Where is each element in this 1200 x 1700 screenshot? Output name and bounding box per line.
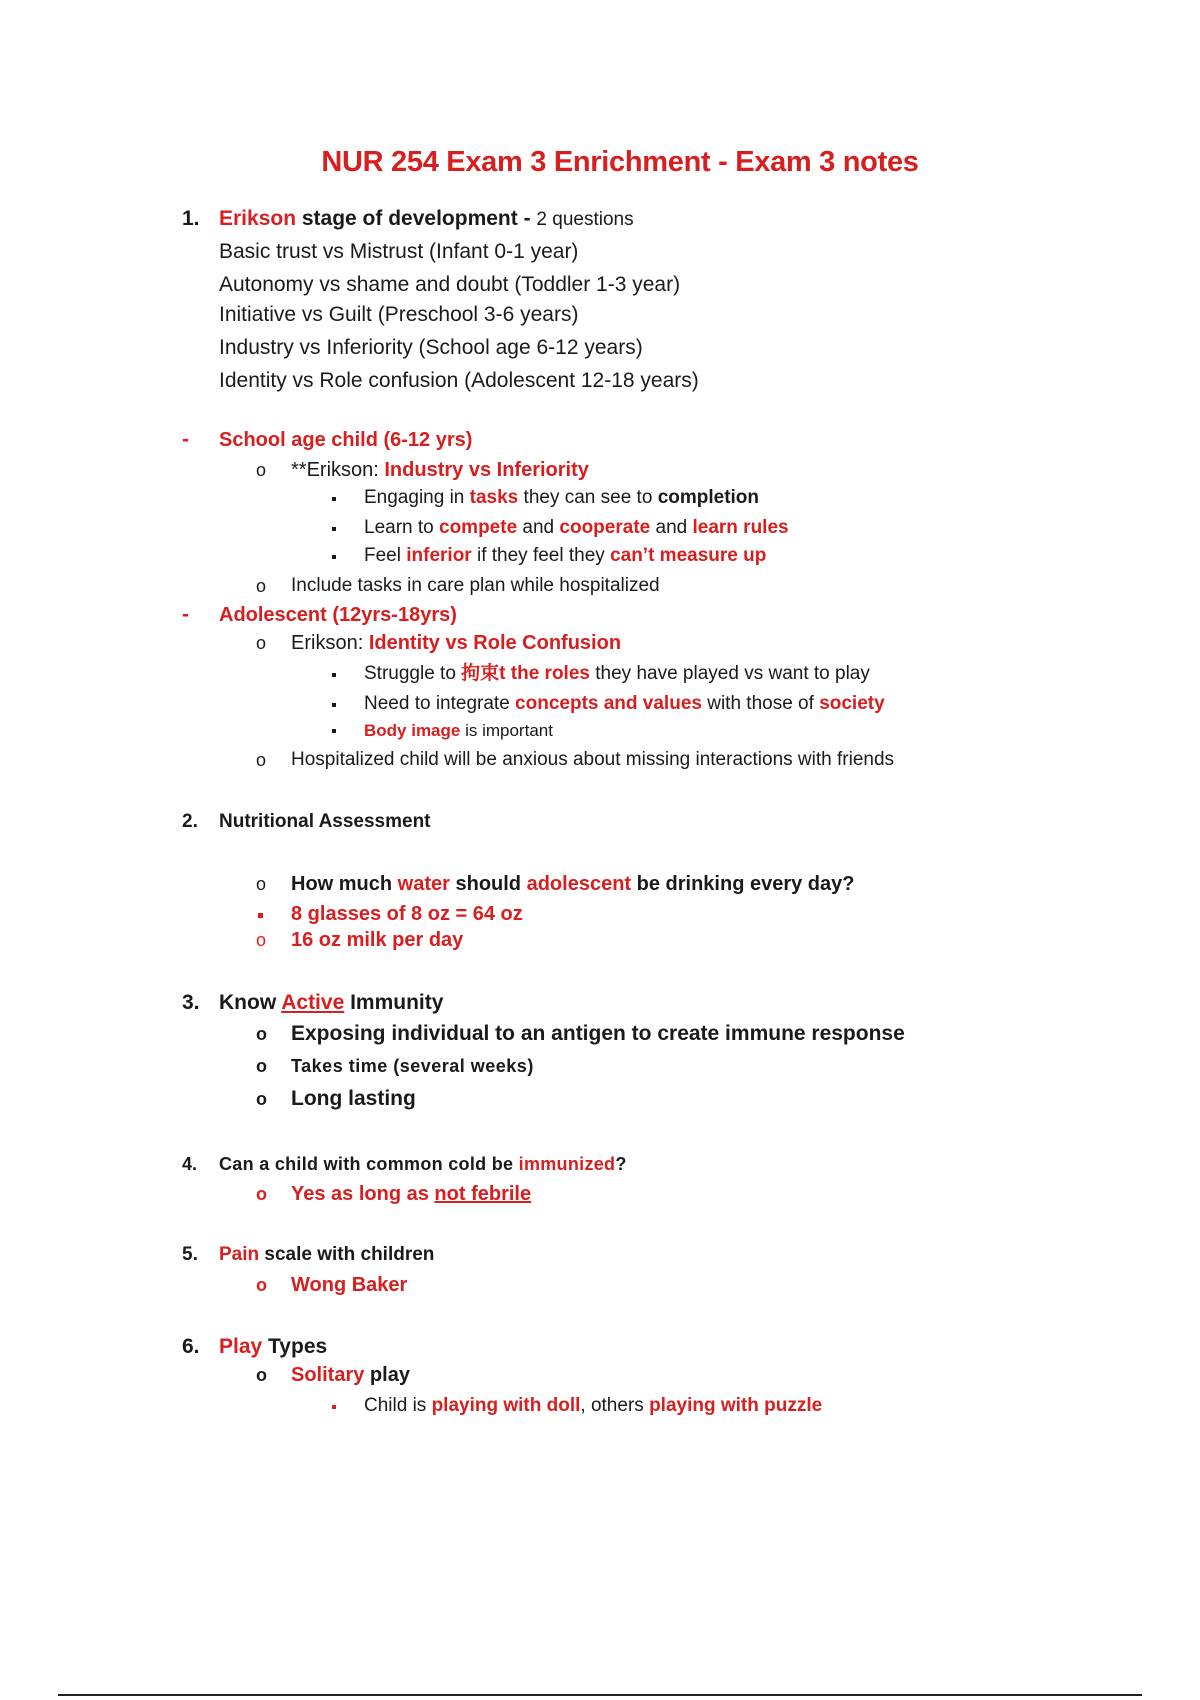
text: How much (291, 873, 398, 895)
text: ? (615, 1154, 627, 1174)
text-red: adolescent (526, 873, 632, 895)
heading-erikson: Erikson (219, 207, 297, 230)
text: Immunity (344, 991, 444, 1014)
heading-questions: 2 questions (536, 209, 634, 230)
adolescent-bullet-1 (364, 661, 870, 687)
erikson-prefix: Erikson: (291, 632, 369, 654)
text: and (650, 517, 693, 538)
text-red: can’t measure up (610, 545, 767, 566)
school-age-erikson (291, 457, 589, 483)
circle-marker: o (256, 1024, 267, 1044)
text-red: immunized (518, 1154, 616, 1174)
section-5-heading (219, 1242, 434, 1268)
text-red: society (819, 693, 885, 714)
dash-marker: - (182, 603, 189, 626)
section-2-number: 2. (182, 811, 198, 832)
text-red-underline: not febrile (434, 1183, 532, 1205)
adolescent-erikson (291, 630, 621, 656)
text: is important (460, 721, 553, 740)
play-type-item (291, 1362, 410, 1388)
section-3-number: 3. (182, 991, 200, 1014)
text-red: Active (281, 991, 345, 1014)
circle-marker: o (256, 750, 267, 770)
stage-line: Initiative vs Guilt (Preschool 3-6 years) (219, 303, 579, 326)
bullet-marker (332, 527, 336, 531)
immunize-answer (291, 1181, 531, 1207)
immunity-item: Takes time (several weeks) (291, 1056, 534, 1076)
text: Types (262, 1335, 328, 1358)
heading-stage: stage of development - (296, 207, 537, 230)
text: they can see to (518, 487, 658, 508)
text: Engaging in (364, 487, 470, 508)
bullet-marker (332, 1405, 336, 1409)
text-red: water (397, 873, 450, 895)
text: Can a child with common cold be (219, 1154, 519, 1174)
adolescent-bullet-2 (364, 691, 885, 717)
text-red: concepts and values (515, 693, 702, 714)
school-age-bullet-1 (364, 485, 759, 511)
text: be drinking every day? (631, 873, 855, 895)
text: and (517, 517, 560, 538)
bullet-marker (332, 703, 336, 707)
adolescent-bullet-3 (364, 718, 553, 744)
page-title: NUR 254 Exam 3 Enrichment - Exam 3 notes (321, 146, 919, 178)
text-red: playing with puzzle (649, 1395, 823, 1416)
circle-marker: o (256, 633, 267, 653)
bullet-marker (332, 729, 336, 733)
circle-marker: o (256, 874, 267, 894)
pain-answer: Wong Baker (291, 1274, 408, 1296)
text: play (364, 1364, 410, 1386)
circle-marker: o (256, 1365, 267, 1385)
text: they have played vs want to play (589, 663, 870, 684)
section-5-number: 5. (182, 1244, 198, 1265)
section-6-number: 6. (182, 1335, 200, 1358)
nutrition-answer-2: 16 oz milk per day (291, 929, 464, 951)
text: Feel (364, 545, 407, 566)
dash-marker: - (182, 428, 189, 451)
section-1-heading (219, 206, 634, 233)
text: Child is (364, 1395, 432, 1416)
play-example (364, 1393, 822, 1419)
text-red: learn rules (692, 517, 789, 538)
stage-line: Identity vs Role confusion (Adolescent 12-18 years) (219, 369, 699, 392)
school-age-bullet-2 (364, 515, 789, 541)
erikson-value: Industry vs Inferiority (384, 459, 589, 481)
text: Struggle to (364, 663, 462, 684)
text: with those of (701, 693, 820, 714)
nutrition-answer-1: 8 glasses of 8 oz = 64 oz (291, 903, 523, 925)
circle-marker: o (256, 1184, 267, 1204)
adolescent-note: Hospitalized child will be anxious about missing interactions with friends (291, 749, 895, 770)
bullet-marker (258, 913, 263, 918)
text: scale with children (259, 1244, 435, 1265)
circle-marker: o (256, 460, 267, 480)
circle-marker: o (256, 1056, 267, 1076)
section-1-number: 1. (182, 207, 200, 230)
text-red: tasks (469, 487, 519, 508)
bottom-rule (58, 1694, 1142, 1696)
text: Learn to (364, 517, 439, 538)
section-4-heading (219, 1151, 627, 1177)
text: if they feel they (471, 545, 611, 566)
text-red: 拘束t the roles (461, 663, 590, 684)
school-age-bullet-3 (364, 543, 766, 569)
text-red: cooperate (559, 517, 651, 538)
immunity-item: Long lasting (291, 1087, 416, 1110)
text-red: inferior (406, 545, 472, 566)
section-2-heading: Nutritional Assessment (219, 811, 431, 832)
text-red: Body image (364, 721, 461, 740)
text-red: Play (219, 1335, 263, 1358)
text: Need to integrate (364, 693, 516, 714)
circle-marker: o (256, 576, 267, 596)
section-6-heading (219, 1334, 327, 1360)
stage-line: Industry vs Inferiority (School age 6-12 years) (219, 336, 643, 359)
text: , others (580, 1395, 650, 1416)
text-bold: completion (657, 487, 760, 508)
section-3-heading (219, 990, 443, 1016)
bullet-marker (332, 555, 336, 559)
text-red: playing with doll (431, 1395, 581, 1416)
circle-marker: o (256, 1275, 267, 1295)
circle-marker: o (256, 930, 267, 950)
stage-line: Autonomy vs shame and doubt (Toddler 1-3 year) (219, 273, 681, 296)
text-red: Pain (219, 1244, 260, 1265)
school-age-heading: School age child (6-12 yrs) (219, 429, 473, 451)
erikson-value: Identity vs Role Confusion (368, 632, 622, 654)
nutrition-question (291, 871, 855, 897)
bullet-marker (332, 673, 336, 677)
bullet-marker (332, 497, 336, 501)
section-4-number: 4. (182, 1154, 198, 1174)
text: Know (219, 991, 282, 1014)
erikson-prefix: **Erikson: (291, 459, 385, 481)
circle-marker: o (256, 1089, 267, 1109)
adolescent-heading: Adolescent (12yrs-18yrs) (219, 604, 457, 626)
text-red: Yes as long as (291, 1183, 435, 1205)
text-red: compete (439, 517, 518, 538)
text: should (449, 873, 527, 895)
text-red: Solitary (291, 1364, 365, 1386)
stage-line: Basic trust vs Mistrust (Infant 0-1 year) (219, 240, 579, 263)
school-age-note: Include tasks in care plan while hospitalized (291, 575, 660, 596)
immunity-item: Exposing individual to an antigen to create immune response (291, 1022, 905, 1045)
